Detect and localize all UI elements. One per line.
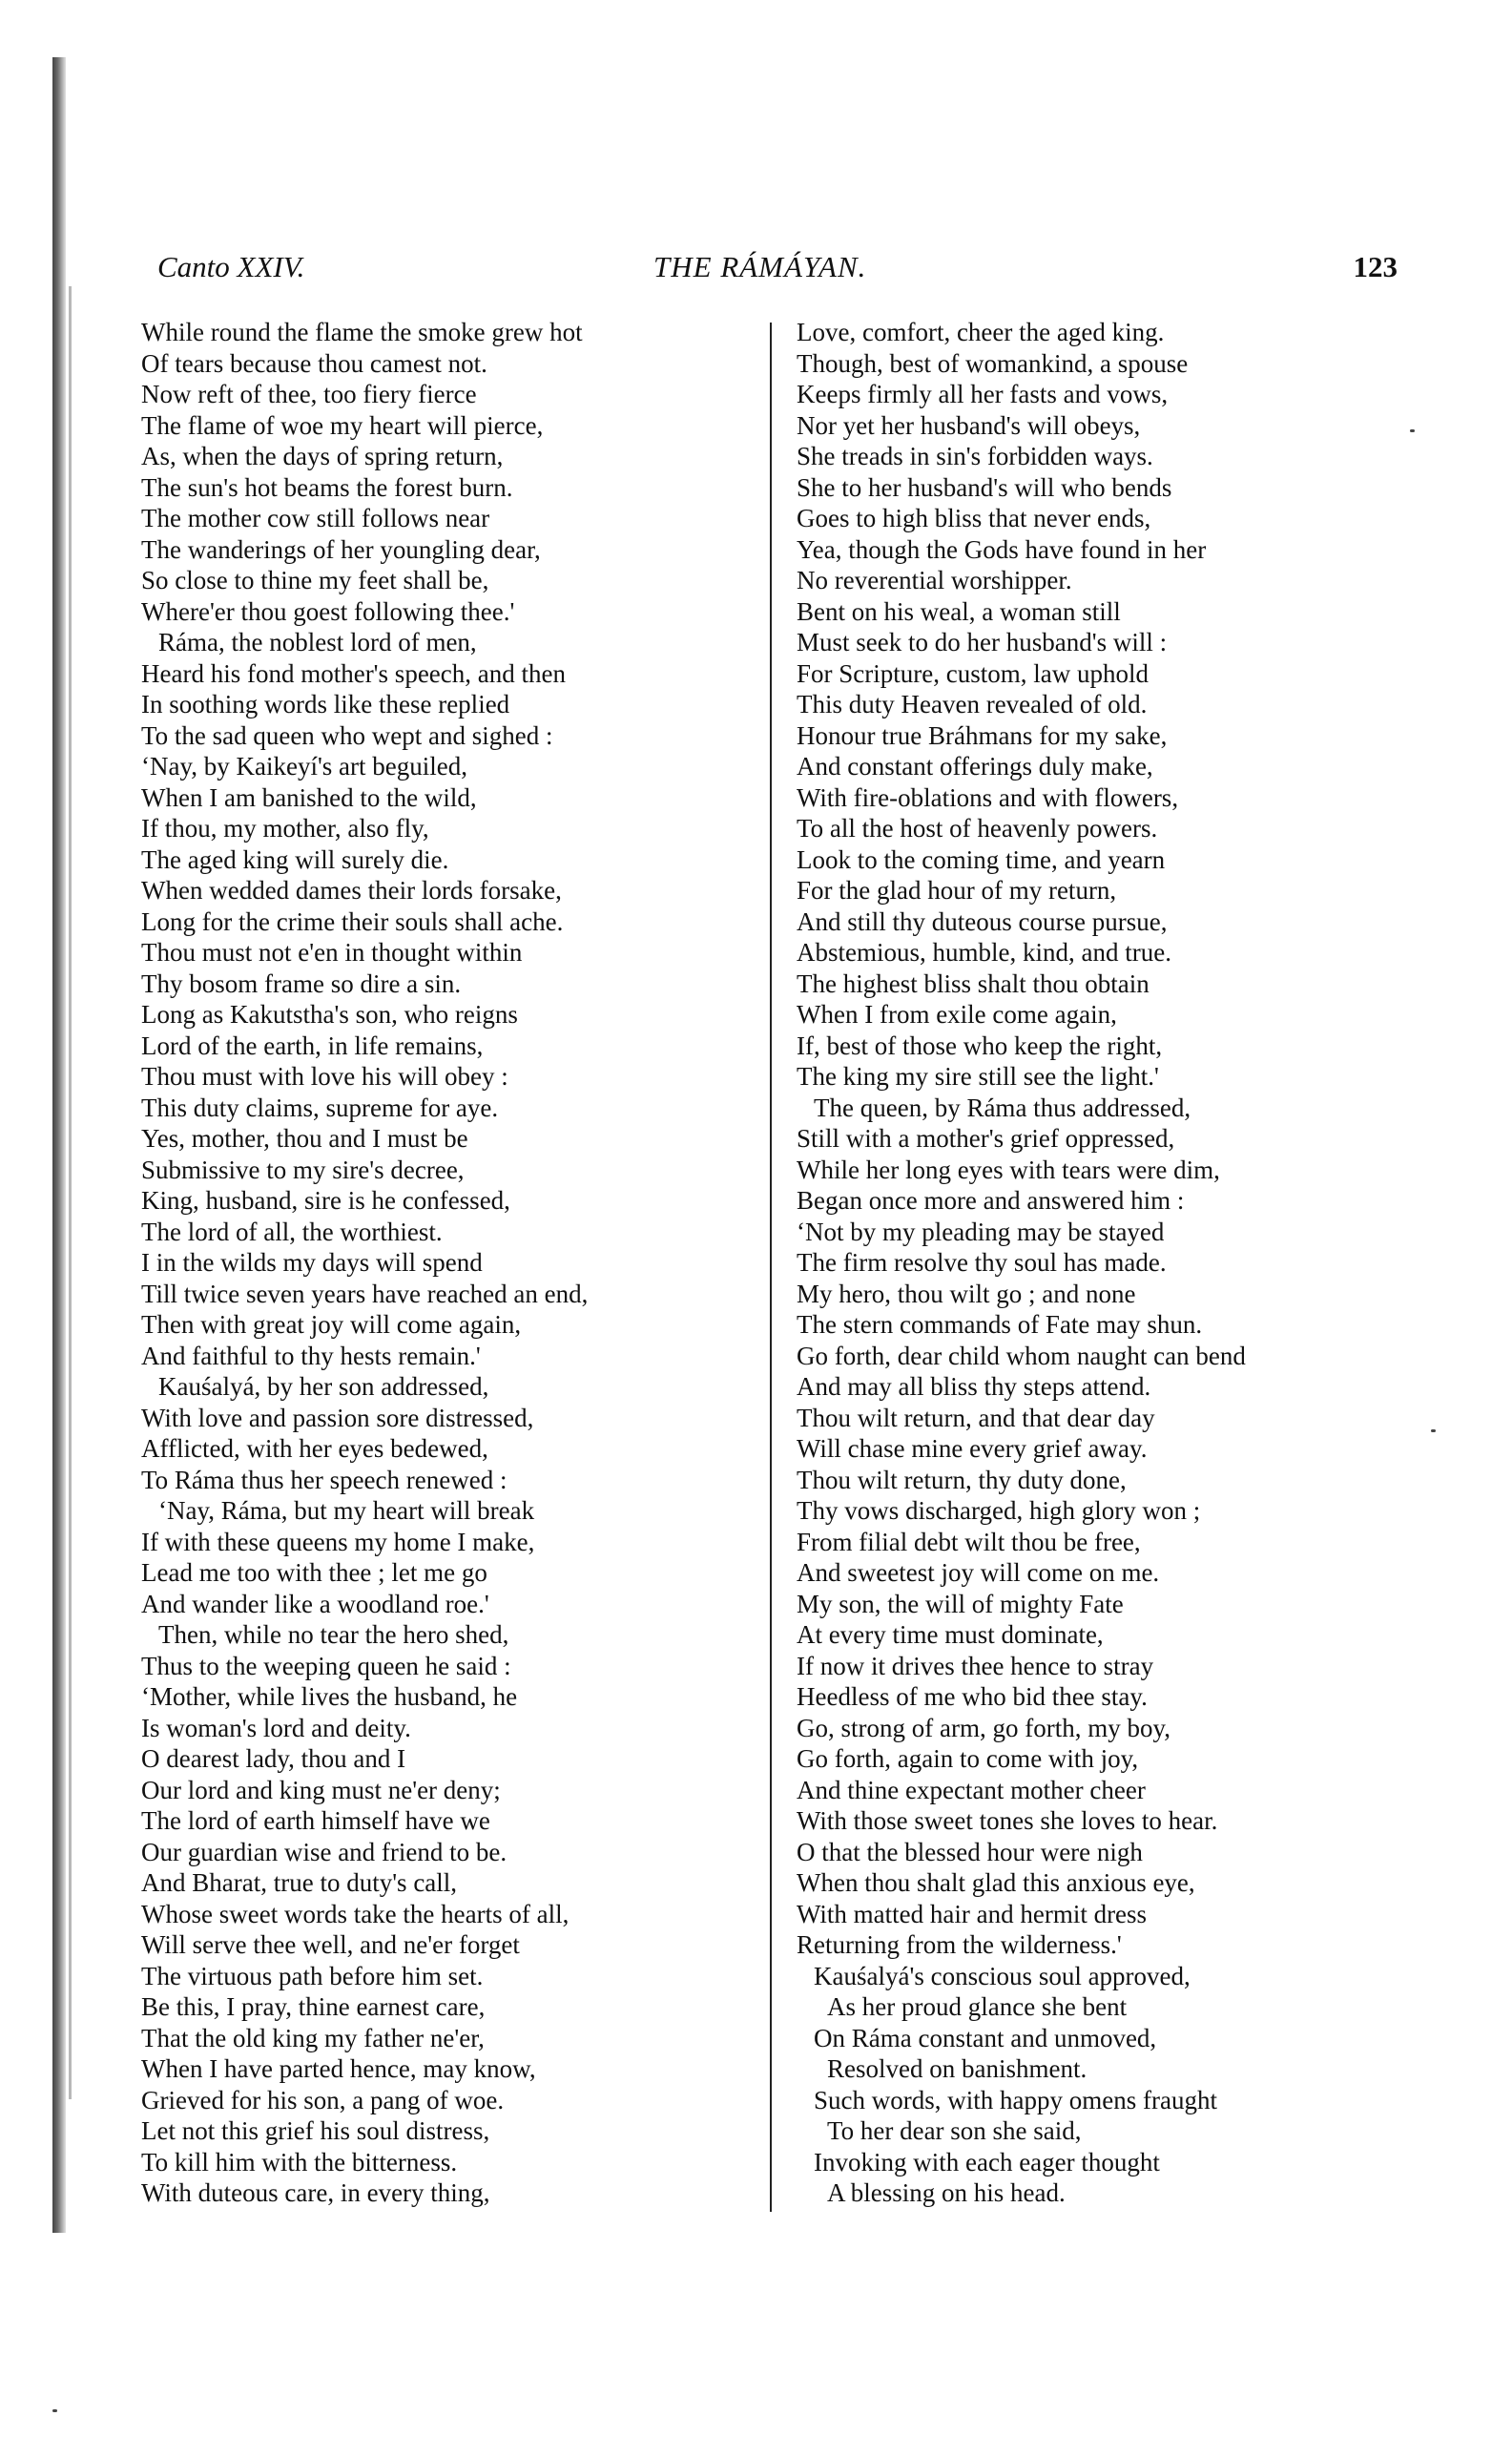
verse-line: Goes to high bliss that never ends, bbox=[797, 504, 1151, 532]
verse-line: Look to the coming time, and yearn bbox=[797, 844, 1166, 874]
verse-line: When I am banished to the wild, bbox=[141, 782, 477, 812]
verse-line: Go forth, dear child whom naught can bend bbox=[797, 1341, 1246, 1370]
verse-line: King, husband, sire is he confessed, bbox=[141, 1186, 510, 1215]
verse-line: In soothing words like these replied bbox=[141, 690, 510, 719]
verse-line: Though, best of womankind, a spouse bbox=[797, 348, 1189, 378]
verse-line: Returning from the wilderness.' bbox=[797, 1930, 1122, 1959]
verse-line: Yes, mother, thou and I must be bbox=[141, 1124, 468, 1153]
verse-line: Afflicted, with her eyes bedewed, bbox=[141, 1434, 488, 1463]
verse-line: To the sad queen who wept and sighed : bbox=[141, 720, 553, 750]
verse-line: If now it drives thee hence to stray bbox=[797, 1651, 1154, 1680]
verse-line: Keeps firmly all her fasts and vows, bbox=[797, 380, 1169, 408]
verse-line: That the old king my father ne'er, bbox=[141, 2023, 485, 2052]
verse-line: No reverential worshipper. bbox=[797, 566, 1072, 594]
verse-line: Such words, with happy omens fraught bbox=[814, 2085, 1217, 2114]
verse-line: When I from exile come again, bbox=[797, 1000, 1117, 1029]
verse-line: She to her husband's will who bends bbox=[797, 472, 1172, 502]
verse-line: To her dear son she said, bbox=[827, 2116, 1082, 2145]
verse-line: Be this, I pray, thine earnest care, bbox=[141, 1992, 486, 2021]
print-speck bbox=[52, 2409, 57, 2412]
verse-line: O that the blessed hour were nigh bbox=[797, 1837, 1143, 1866]
verse-line: The stern commands of Fate may shun. bbox=[797, 1310, 1203, 1339]
verse-line: And thine expectant mother cheer bbox=[797, 1775, 1146, 1804]
verse-line: ‘Nay, Ráma, but my heart will break bbox=[158, 1496, 535, 1525]
verse-line: With those sweet tones she loves to hear. bbox=[797, 1806, 1218, 1835]
verse-line: While round the flame the smoke grew hot bbox=[141, 318, 583, 346]
verse-line: The wanderings of her youngling dear, bbox=[141, 534, 541, 564]
verse-line: Go forth, again to come with joy, bbox=[797, 1744, 1139, 1773]
verse-line: The aged king will surely die. bbox=[141, 844, 449, 874]
verse-line: Invoking with each eager thought bbox=[814, 2147, 1160, 2177]
verse-line: Thou must with love his will obey : bbox=[141, 1062, 508, 1091]
verse-line: ‘Nay, by Kaikeyí's art beguiled, bbox=[141, 752, 468, 781]
verse-line: Nor yet her husband's will obeys, bbox=[797, 410, 1141, 440]
verse-line: O dearest lady, thou and I bbox=[141, 1744, 406, 1773]
running-header bbox=[157, 250, 1398, 288]
right-text-column bbox=[797, 317, 1426, 2209]
verse-line: Our lord and king must ne'er deny; bbox=[141, 1775, 501, 1804]
verse-line: Let not this grief his soul distress, bbox=[141, 2116, 490, 2145]
verse-line: She treads in sin's forbidden ways. bbox=[797, 442, 1153, 470]
verse-line: As, when the days of spring return, bbox=[141, 442, 504, 470]
verse-line: The king my sire still see the light.' bbox=[797, 1062, 1159, 1091]
verse-line: When wedded dames their lords forsake, bbox=[141, 876, 562, 905]
verse-line: The highest bliss shalt thou obtain bbox=[797, 969, 1150, 998]
verse-line: Whose sweet words take the hearts of all, bbox=[141, 1899, 570, 1928]
verse-line: Still with a mother's grief oppressed, bbox=[797, 1124, 1175, 1153]
verse-line: And faithful to thy hests remain.' bbox=[141, 1341, 481, 1370]
verse-line: This duty Heaven revealed of old. bbox=[797, 690, 1148, 719]
verse-line: Resolved on banishment. bbox=[827, 2054, 1087, 2083]
left-text-column bbox=[141, 317, 771, 2209]
print-speck bbox=[1410, 429, 1415, 432]
verse-line: Heedless of me who bid thee stay. bbox=[797, 1682, 1148, 1711]
verse-line: Lead me too with thee ; let me go bbox=[141, 1558, 487, 1587]
verse-line: Honour true Bráhmans for my sake, bbox=[797, 720, 1168, 750]
verse-line: A blessing on his head. bbox=[827, 2178, 1066, 2207]
verse-line: To kill him with the bitterness. bbox=[141, 2147, 458, 2177]
verse-line: Thy bosom frame so dire a sin. bbox=[141, 969, 462, 998]
verse-line: The sun's hot beams the forest burn. bbox=[141, 472, 513, 502]
verse-line: ‘Mother, while lives the husband, he bbox=[141, 1682, 518, 1711]
verse-line: Thy vows discharged, high glory won ; bbox=[797, 1496, 1201, 1525]
verse-line: I in the wilds my days will spend bbox=[141, 1248, 483, 1277]
verse-line: Long for the crime their souls shall ache. bbox=[141, 906, 564, 936]
verse-line: Bent on his weal, a woman still bbox=[797, 596, 1121, 626]
verse-line: Must seek to do her husband's will : bbox=[797, 628, 1168, 656]
verse-line: The lord of earth himself have we bbox=[141, 1806, 490, 1835]
verse-line: Thou must not e'en in thought within bbox=[141, 938, 523, 967]
page-number: 123 bbox=[1353, 250, 1398, 283]
verse-line: Now reft of thee, too fiery fierce bbox=[141, 380, 477, 408]
verse-line: Abstemious, humble, kind, and true. bbox=[797, 938, 1171, 967]
verse-line: Kauśalyá, by her son addressed, bbox=[158, 1372, 489, 1401]
verse-line: As her proud glance she bent bbox=[827, 1992, 1128, 2021]
verse-line: ‘Not by my pleading may be stayed bbox=[797, 1217, 1165, 1246]
verse-line: Will chase mine every grief away. bbox=[797, 1434, 1148, 1463]
verse-line: Lord of the earth, in life remains, bbox=[141, 1031, 484, 1060]
verse-line: For the glad hour of my return, bbox=[797, 876, 1117, 905]
verse-line: For Scripture, custom, law uphold bbox=[797, 658, 1149, 688]
verse-line: Kauśalyá's conscious soul approved, bbox=[814, 1961, 1191, 1990]
verse-line: On Ráma constant and unmoved, bbox=[814, 2023, 1157, 2052]
verse-line: Of tears because thou camest not. bbox=[141, 348, 487, 378]
verse-line: Our guardian wise and friend to be. bbox=[141, 1837, 507, 1866]
verse-line: This duty claims, supreme for aye. bbox=[141, 1093, 499, 1122]
book-title: THE RÁMÁYAN. bbox=[653, 250, 867, 283]
verse-line: From filial debt wilt thou be free, bbox=[797, 1527, 1141, 1556]
verse-line: Then with great joy will come again, bbox=[141, 1310, 522, 1339]
verse-line: With fire-oblations and with flowers, bbox=[797, 782, 1179, 812]
verse-line: If thou, my mother, also fly, bbox=[141, 814, 429, 843]
page-binding-edge bbox=[52, 57, 66, 2233]
verse-line: The flame of woe my heart will pierce, bbox=[141, 410, 544, 440]
print-speck bbox=[1431, 1429, 1436, 1432]
verse-line: My son, the will of mighty Fate bbox=[797, 1589, 1124, 1618]
verse-line: The queen, by Ráma thus addressed, bbox=[814, 1093, 1191, 1122]
verse-line: Love, comfort, cheer the aged king. bbox=[797, 318, 1165, 346]
verse-line: Thus to the weeping queen he said : bbox=[141, 1651, 511, 1680]
verse-line: To Ráma thus her speech renewed : bbox=[141, 1465, 507, 1494]
verse-line: Began once more and answered him : bbox=[797, 1186, 1185, 1215]
page-binding-shadow bbox=[69, 286, 72, 2099]
verse-line: The virtuous path before him set. bbox=[141, 1961, 484, 1990]
verse-line: With matted hair and hermit dress bbox=[797, 1899, 1148, 1928]
verse-line: My hero, thou wilt go ; and none bbox=[797, 1279, 1136, 1308]
verse-line: Till twice seven years have reached an end, bbox=[141, 1279, 589, 1308]
verse-line: The firm resolve thy soul has made. bbox=[797, 1248, 1167, 1277]
verse-line: And sweetest joy will come on me. bbox=[797, 1558, 1160, 1587]
verse-line: Thou wilt return, thy duty done, bbox=[797, 1465, 1127, 1494]
verse-line: And wander like a woodland roe.' bbox=[141, 1589, 489, 1618]
column-divider bbox=[770, 323, 772, 2212]
verse-line: Is woman's lord and deity. bbox=[141, 1713, 411, 1742]
verse-line: While her long eyes with tears were dim, bbox=[797, 1155, 1220, 1184]
verse-line: Then, while no tear the hero shed, bbox=[158, 1620, 509, 1649]
verse-line: Where'er thou goest following thee.' bbox=[141, 596, 515, 626]
verse-line: Grieved for his son, a pang of woe. bbox=[141, 2085, 505, 2114]
verse-line: Ráma, the noblest lord of men, bbox=[158, 628, 477, 656]
verse-line: And Bharat, true to duty's call, bbox=[141, 1868, 458, 1897]
verse-line: The lord of all, the worthiest. bbox=[141, 1217, 443, 1246]
verse-line: When I have parted hence, may know, bbox=[141, 2054, 536, 2083]
canto-label: Canto XXIV. bbox=[157, 250, 305, 283]
verse-line: With duteous care, in every thing, bbox=[141, 2178, 490, 2207]
verse-line: Long as Kakutstha's son, who reigns bbox=[141, 1000, 518, 1029]
verse-line: Go, strong of arm, go forth, my boy, bbox=[797, 1713, 1170, 1742]
verse-line: The mother cow still follows near bbox=[141, 504, 490, 532]
verse-line: If, best of those who keep the right, bbox=[797, 1031, 1163, 1060]
verse-line: At every time must dominate, bbox=[797, 1620, 1104, 1649]
verse-line: Thou wilt return, and that dear day bbox=[797, 1403, 1155, 1432]
verse-line: So close to thine my feet shall be, bbox=[141, 566, 489, 594]
verse-line: Will serve thee well, and ne'er forget bbox=[141, 1930, 520, 1959]
verse-line: And constant offerings duly make, bbox=[797, 752, 1153, 781]
verse-line: Submissive to my sire's decree, bbox=[141, 1155, 465, 1184]
verse-line: Yea, though the Gods have found in her bbox=[797, 534, 1207, 564]
verse-line: And still thy duteous course pursue, bbox=[797, 906, 1168, 936]
verse-line: When thou shalt glad this anxious eye, bbox=[797, 1868, 1195, 1897]
verse-line: If with these queens my home I make, bbox=[141, 1527, 535, 1556]
verse-line: With love and passion sore distressed, bbox=[141, 1403, 534, 1432]
verse-line: To all the host of heavenly powers. bbox=[797, 814, 1158, 843]
verse-line: Heard his fond mother's speech, and then bbox=[141, 658, 566, 688]
verse-line: And may all bliss thy steps attend. bbox=[797, 1372, 1151, 1401]
